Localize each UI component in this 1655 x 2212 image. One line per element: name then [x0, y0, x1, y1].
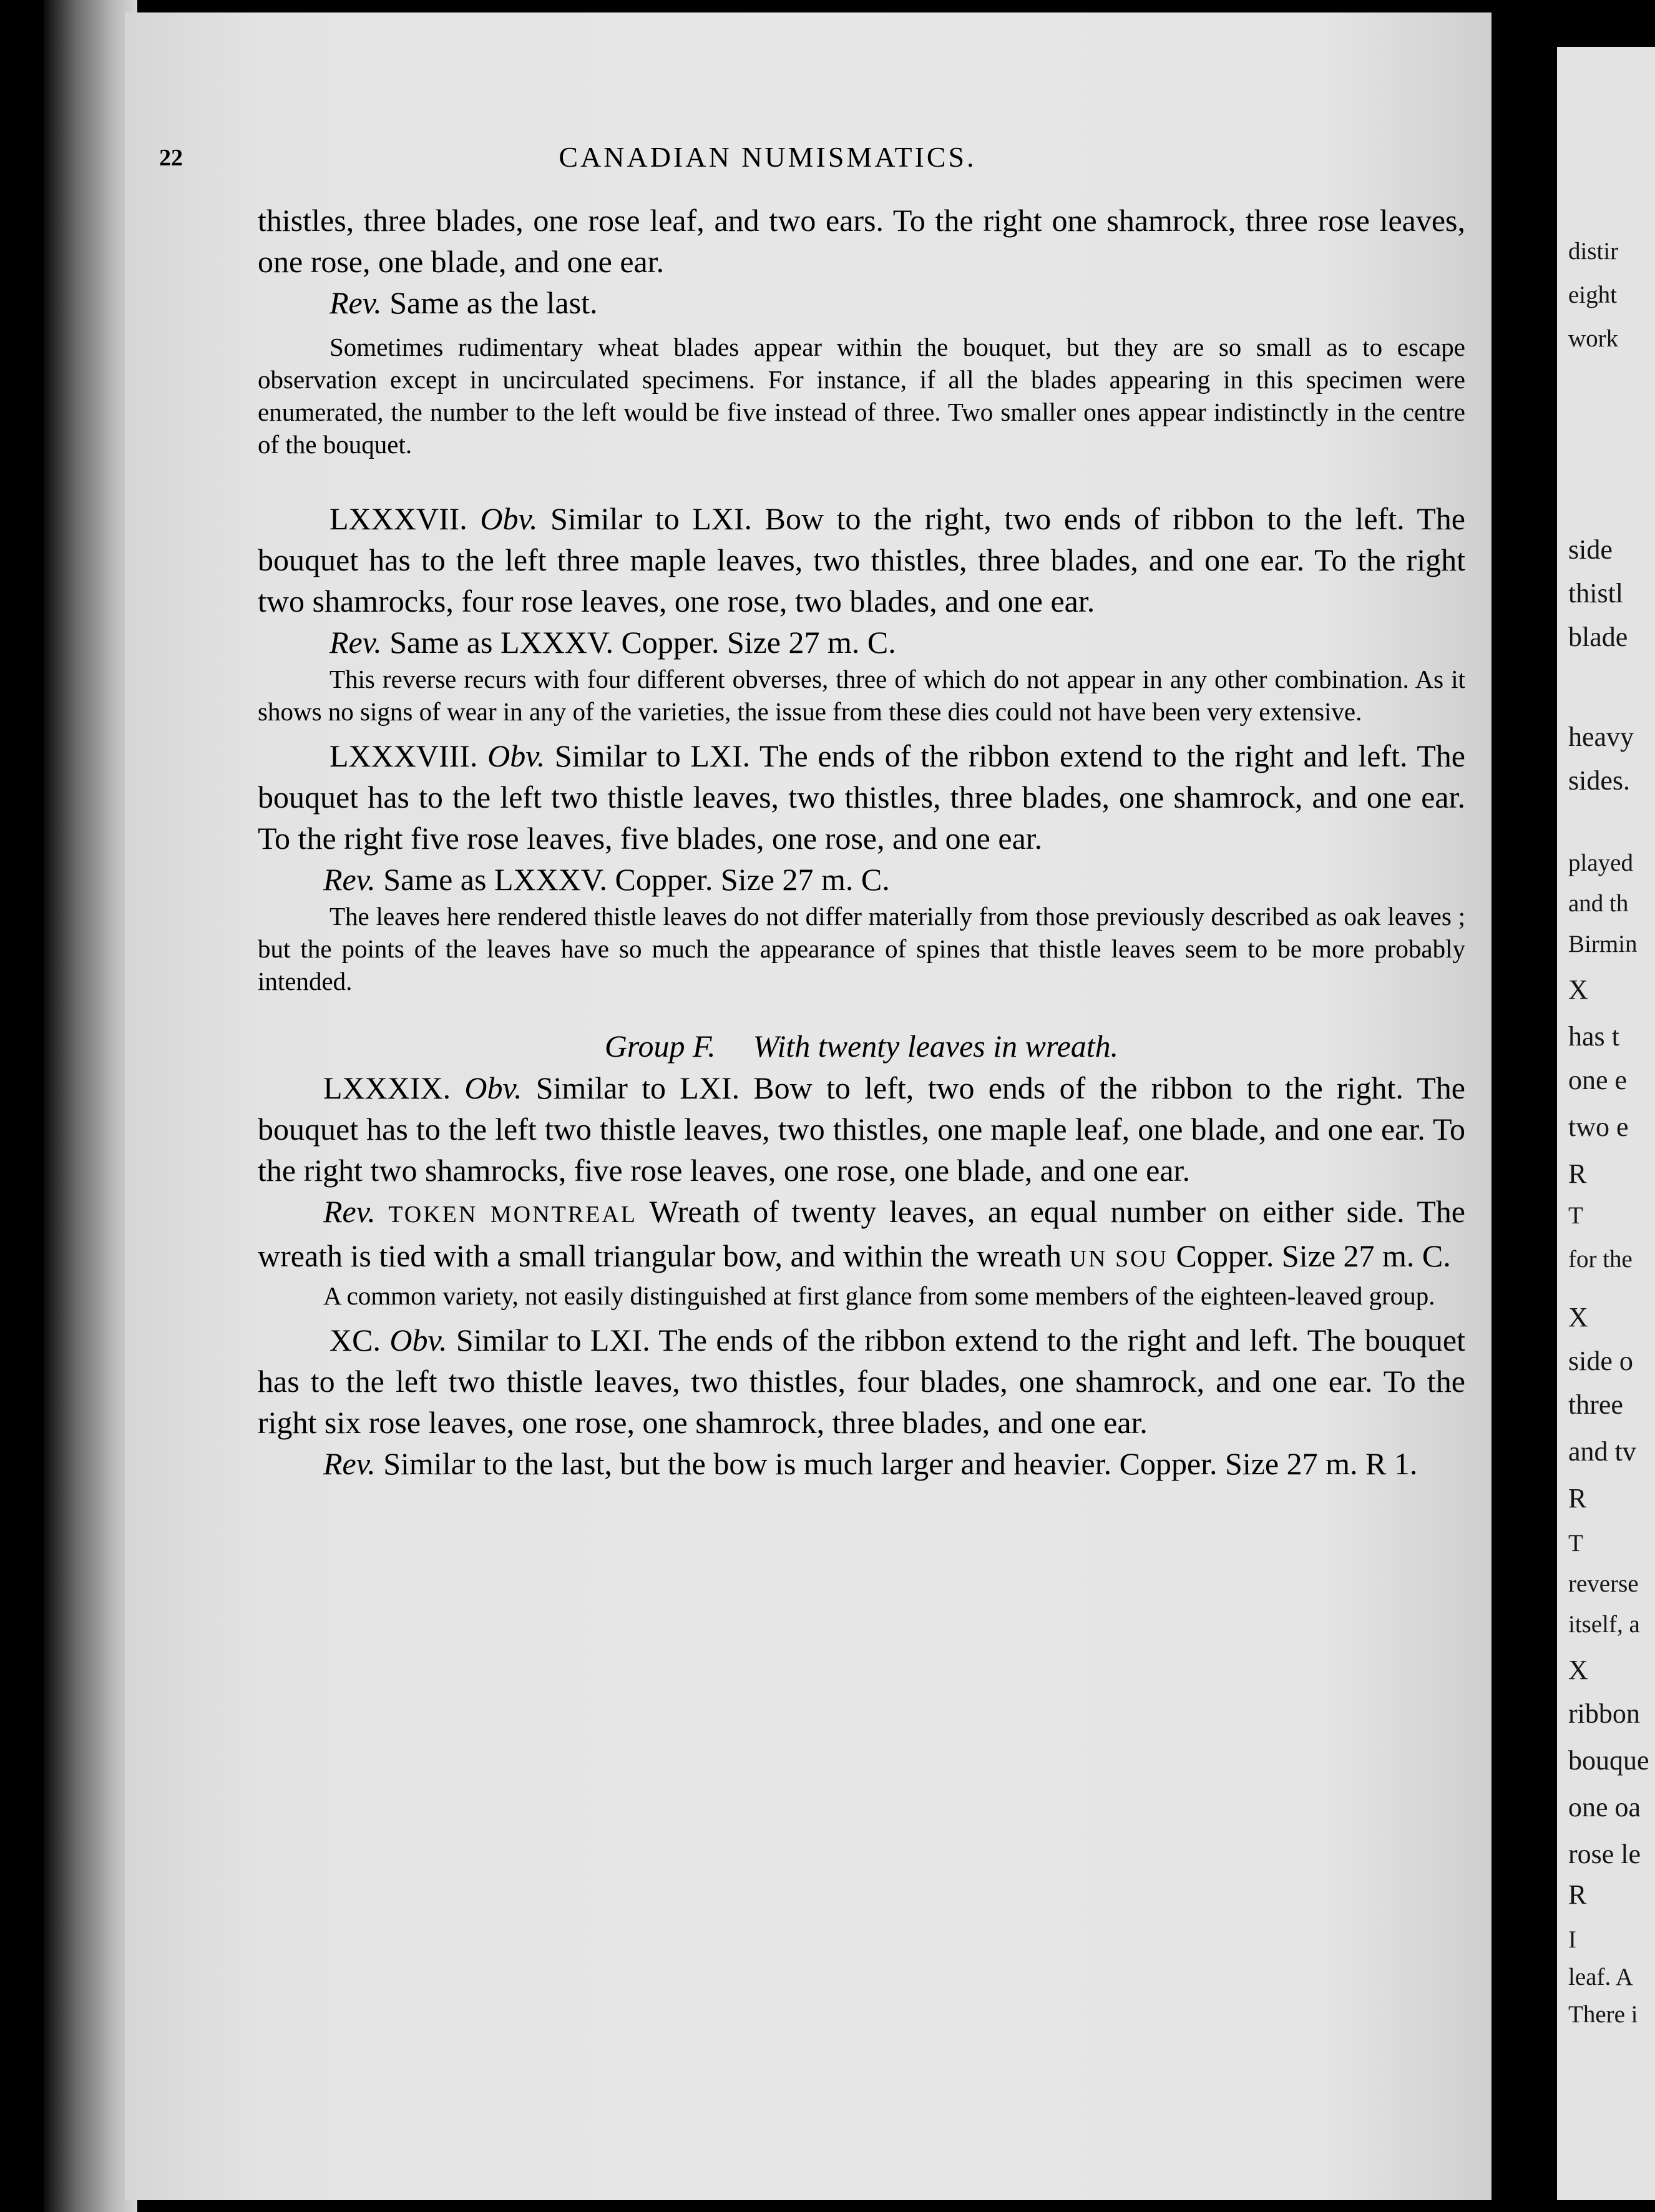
- facing-page-text-fragment: side: [1568, 534, 1613, 565]
- facing-page-text-fragment: played: [1568, 849, 1633, 876]
- facing-page-text-fragment: T: [1568, 1202, 1583, 1229]
- entry-lxxxvii: LXXXVII. Obv. Similar to LXI. Bow to the right, two ends of ribbon to the left. The bouquet has to the left three maple leaves, two thistles, three blades, and one ear. To the right two shamrocks, four rose leaves, one rose, two blades, and one ear.: [258, 501, 1466, 619]
- running-title: CANADIAN NUMISMATICS.: [559, 141, 977, 173]
- facing-page-text-fragment: side o: [1568, 1346, 1633, 1376]
- note-paragraph: Sometimes rudimentary wheat blades appear within the bouquet, but they are so small as to escape observation except in uncirculated specimens. For instance, if all the blades appearing in this specimen were enumerated, the number to the left would be five instead of three. Two smaller ones appear indistinctly in the centre of the bouquet.: [258, 333, 1465, 459]
- facing-page-text-fragment: blade: [1568, 622, 1628, 652]
- facing-page-text-fragment: for the: [1568, 1246, 1633, 1273]
- facing-page-text-fragment: has t: [1568, 1021, 1619, 1052]
- facing-page-text-fragment: eight: [1568, 281, 1617, 308]
- facing-page-text-fragment: X: [1568, 974, 1588, 1005]
- facing-page-text-fragment: Birmin: [1568, 931, 1638, 957]
- group-heading: Group F. With twenty leaves in wreath.: [604, 1029, 1119, 1064]
- facing-page-text-fragment: ribbon: [1568, 1698, 1640, 1729]
- facing-page-text-fragment: thistl: [1568, 578, 1624, 609]
- facing-page-text-fragment: one e: [1568, 1065, 1628, 1095]
- facing-page-text-fragment: R: [1568, 1483, 1587, 1514]
- facing-page-text-fragment: rose le: [1568, 1839, 1641, 1869]
- entry-lxxxviii: LXXXVIII. Obv. Similar to LXI. The ends of the ribbon extend to the right and left. The bouquet has to the left two thistle leaves, two thistles, three blades, one shamrock, and one ear. To the right five rose leaves, five blades, one rose, and one ear.: [258, 738, 1465, 856]
- facing-page-text-fragment: There i: [1568, 2001, 1638, 2028]
- note-paragraph: This reverse recurs with four different obverses, three of which do not appear in any other combination. As it shows no signs of wear in any of the varieties, the issue from these dies could not have been very extensive.: [258, 665, 1465, 726]
- facing-page-text-fragment: I: [1568, 1926, 1576, 1953]
- rev-entry: Rev. Same as LXXXV. Copper. Size 27 m. C.: [323, 862, 890, 897]
- page-body: [258, 200, 1465, 1484]
- page-header: [159, 140, 1376, 184]
- facing-page-text-fragment: reverse: [1568, 1570, 1639, 1597]
- paragraph-continuation: thistles, three blades, one rose leaf, and two ears. To the right one shamrock, three rose leaves, one rose, one blade, and one ear.: [258, 203, 1465, 279]
- facing-page-text-fragment: bouque: [1568, 1745, 1649, 1776]
- facing-page-text-fragment: X: [1568, 1302, 1588, 1333]
- facing-page-text-fragment: sides.: [1568, 765, 1630, 796]
- facing-page-text-fragment: work: [1568, 325, 1619, 352]
- facing-page-text-fragment: and tv: [1568, 1436, 1636, 1467]
- facing-page-text-fragment: R: [1568, 1879, 1587, 1910]
- entry-lxxxix: LXXXIX. Obv. Similar to LXI. Bow to left, two ends of the ribbon to the right. The bouquet has to the left two thistle leaves, two thistles, one maple leaf, one blade, and one ear. To the right two shamrocks, five rose leaves, one rose, one blade, and one ear.: [258, 1070, 1465, 1188]
- rev-entry: Rev. TOKEN MONTREAL Wreath of twenty leaves, an equal number on either side. The wreath is tied with a small triangular bow, and within the wreath UN SOU Copper. Size 27 m. C.: [258, 1194, 1465, 1273]
- page-gutter: [1491, 0, 1557, 2212]
- facing-page-text-fragment: and th: [1568, 890, 1629, 917]
- rev-entry: Rev. Same as the last.: [330, 285, 598, 320]
- facing-page-text-fragment: R: [1568, 1158, 1587, 1189]
- facing-page-text-fragment: one oa: [1568, 1792, 1641, 1823]
- note-paragraph: The leaves here rendered thistle leaves do not differ materially from those previously described as oak leaves ; but the points of the leaves have so much the appearance of spines that thistle leaves seem to be more probably intended.: [258, 902, 1465, 996]
- page-number: 22: [159, 145, 183, 171]
- facing-page-text-fragment: two e: [1568, 1112, 1629, 1142]
- rev-entry: Rev. Similar to the last, but the bow is much larger and heavier. Copper. Size 27 m. R 1.: [323, 1446, 1418, 1481]
- note-paragraph: A common variety, not easily distinguished at first glance from some members of the eighteen-leaved group.: [323, 1281, 1435, 1310]
- rev-entry: Rev. Same as LXXXV. Copper. Size 27 m. C.: [330, 625, 896, 660]
- facing-page-text-fragment: itself, a: [1568, 1611, 1640, 1638]
- facing-page-text-fragment: X: [1568, 1655, 1588, 1685]
- facing-page-fragment: [1557, 47, 1655, 2200]
- entry-xc: XC. Obv. Similar to LXI. The ends of the ribbon extend to the right and left. The bouquet has to the left two thistle leaves, two thistles, four blades, one shamrock, and one ear. To the right six rose leaves, one rose, one shamrock, three blades, and one ear.: [258, 1323, 1465, 1440]
- facing-page-text-fragment: leaf. A: [1568, 1964, 1633, 1990]
- facing-page-text-fragment: three: [1568, 1389, 1623, 1420]
- facing-page-text-fragment: heavy: [1568, 722, 1634, 752]
- facing-page-text-fragment: T: [1568, 1530, 1583, 1557]
- book-spine-shadow: [44, 0, 137, 2212]
- facing-page-text-fragment: distir: [1568, 238, 1619, 265]
